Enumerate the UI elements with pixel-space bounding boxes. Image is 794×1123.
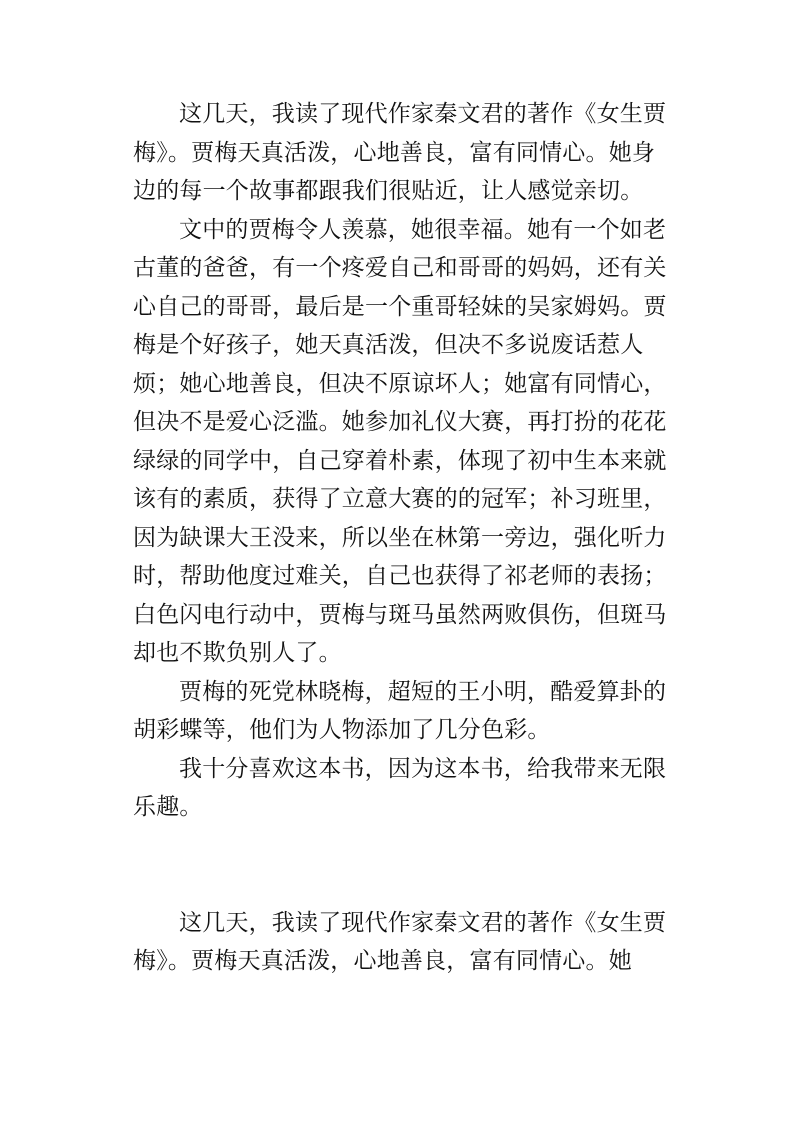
paragraph-conclusion: 我十分喜欢这本书，因为这本书，给我带来无限乐趣。 xyxy=(133,755,667,820)
paragraph-repeated-intro: 这几天，我读了现代作家秦文君的著作《女生贾梅》。贾梅天真活泼，心地善良，富有同情心。她 xyxy=(133,909,667,974)
paragraph-character: 文中的贾梅令人羡慕，她很幸福。她有一个如老古董的爸爸，有一个疼爱自己和哥哥的妈妈，还有关心自己的哥哥，最后是一个重哥轻妹的吴家姆妈。贾梅是个好孩子，她天真活泼，但决不多说废话惹人烦；她心地善良，但决不原谅坏人；她富有同情心，但决不是爱心泛滥。她参加礼仪大赛，再打扮的花花绿绿的同学中，自己穿着朴素，体现了初中生本来就该有的素质，获得了立意大赛的的冠军；补习班里，因为缺课大王没来，所以坐在林第一旁边，强化听力时，帮助他度过难关，自己也获得了祁老师的表扬；白色闪电行动中，贾梅与斑马虽然两败俱伤，但斑马却也不欺负别人了。 xyxy=(133,216,667,666)
paragraph-intro: 这几天，我读了现代作家秦文君的著作《女生贾梅》。贾梅天真活泼，心地善良，富有同情心。她身边的每一个故事都跟我们很贴近，让人感觉亲切。 xyxy=(133,101,667,204)
section-gap xyxy=(133,827,673,904)
document-page xyxy=(133,95,673,981)
paragraph-friends: 贾梅的死党林晓梅，超短的王小明，酷爱算卦的胡彩蝶等，他们为人物添加了几分色彩。 xyxy=(133,678,667,743)
